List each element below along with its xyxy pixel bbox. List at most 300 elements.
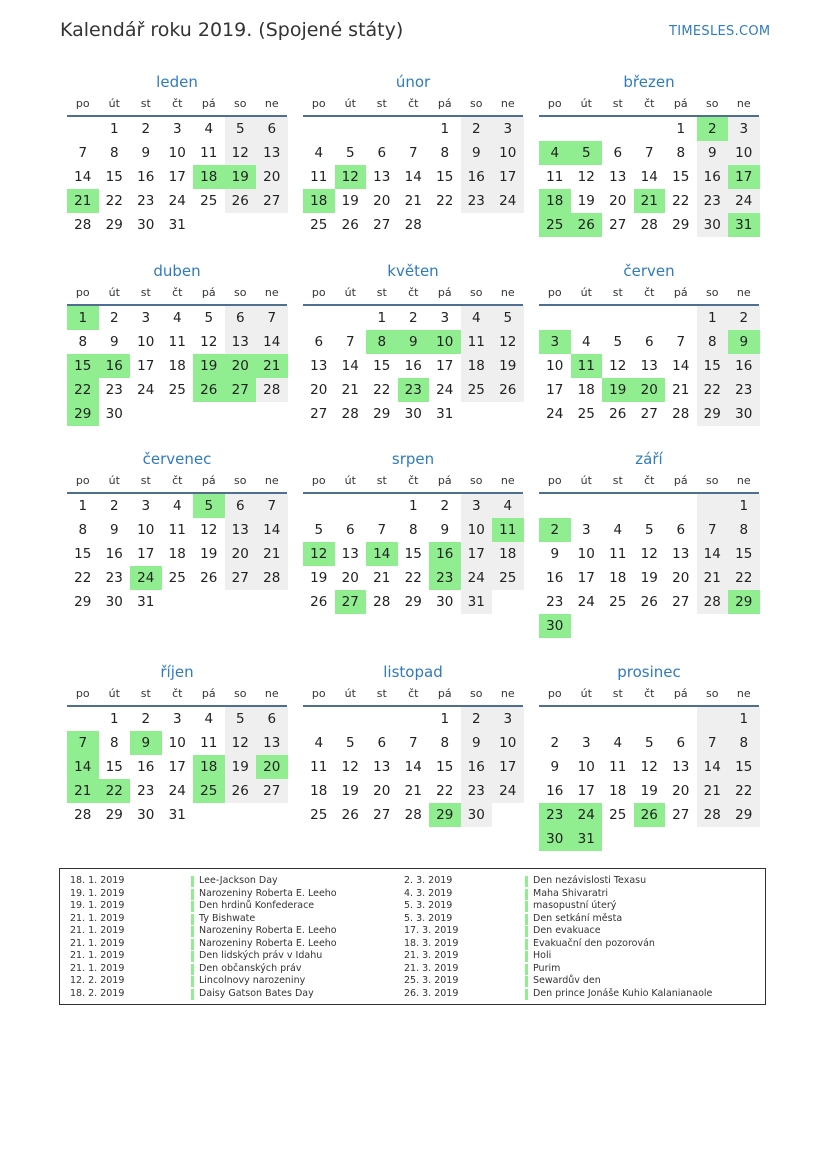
day-cell: 6 [345,522,355,538]
holiday-day-cell: 14 [67,755,99,779]
holiday-name: Maha Shivaratri [533,887,609,899]
holiday-day-cell: 4 [539,141,571,165]
day-grid [303,707,523,827]
day-cell: 2 [141,121,151,137]
day-cell: 13 [672,759,690,775]
weekday-header-row [539,683,759,707]
day-cell: 16 [461,165,493,189]
empty-day-cell [335,707,367,731]
month-prosinec [539,661,759,851]
weekday-header: út [580,97,592,110]
day-cell: 20 [373,193,391,209]
day-cell: 9 [461,731,493,755]
day-cell: 13 [640,358,658,374]
day-cell: 24 [577,594,595,610]
holiday-date: 19. 1. 2019 [70,900,125,911]
day-cell: 11 [200,735,218,751]
holiday-day-cell: 1 [67,306,99,330]
weekday-header: út [344,286,356,299]
weekday-header: pá [437,687,452,700]
day-cell: 30 [436,594,454,610]
day-cell: 11 [461,330,493,354]
holiday-day-cell: 18 [539,189,571,213]
day-cell: 1 [109,711,119,727]
day-cell: 21 [404,783,422,799]
day-cell: 31 [168,217,186,233]
day-cell: 30 [461,803,493,827]
day-cell: 6 [377,145,387,161]
empty-day-cell [366,707,398,731]
holiday-date: 18. 2. 2019 [70,987,125,999]
day-cell: 26 [640,594,658,610]
day-cell: 9 [697,141,729,165]
weekday-header: čt [408,286,419,299]
day-cell: 4 [581,334,591,350]
weekday-header-row [539,93,759,117]
weekday-header-row [539,470,759,494]
day-cell: 8 [440,735,450,751]
day-cell: 5 [345,735,355,751]
day-cell: 8 [109,145,119,161]
day-cell: 7 [644,145,654,161]
holiday-name: Den hrdinů Konfederace [199,900,315,911]
weekday-header: ne [500,97,515,110]
weekday-header: po [75,97,90,110]
empty-day-cell [634,494,666,518]
day-cell: 31 [137,594,155,610]
day-cell: 24 [461,566,493,590]
day-cell: 26 [225,189,257,213]
holiday-day-cell: 24 [130,566,162,590]
day-cell: 13 [256,731,288,755]
holiday-name: Narozeniny Roberta E. Leeho [199,937,337,949]
day-cell: 21 [404,193,422,209]
holiday-day-cell: 22 [67,378,99,402]
day-cell: 16 [728,354,760,378]
day-cell: 3 [581,522,591,538]
day-cell: 10 [492,731,524,755]
day-cell: 12 [640,546,658,562]
holiday-marker [525,989,528,1000]
day-cell: 17 [577,783,595,799]
day-cell: 21 [341,382,359,398]
empty-day-cell [602,117,634,141]
holiday-marker [525,889,528,900]
day-cell: 2 [728,306,760,330]
empty-day-cell [665,306,697,330]
month-name: listopad [383,663,443,681]
day-cell: 2 [550,735,560,751]
day-cell: 24 [728,189,760,213]
day-cell: 27 [310,406,328,422]
holiday-name: Lincolnovy narozeniny [199,975,306,986]
day-cell: 11 [310,759,328,775]
weekday-header: út [108,474,120,487]
day-cell: 10 [577,759,595,775]
day-cell: 13 [310,358,328,374]
weekday-header: so [234,474,247,487]
holiday-day-cell: 20 [634,378,666,402]
holiday-day-cell: 14 [366,542,398,566]
day-cell: 27 [373,807,391,823]
day-cell: 10 [137,334,155,350]
day-cell: 22 [728,566,760,590]
empty-day-cell [602,494,634,518]
day-cell: 22 [728,779,760,803]
day-grid [539,494,759,638]
holiday-day-cell: 25 [539,213,571,237]
weekday-header: ne [264,687,279,700]
day-cell: 10 [461,518,493,542]
holiday-day-cell: 30 [539,614,571,638]
holiday-name: Den lidských práv v Idahu [199,950,323,961]
day-cell: 4 [461,306,493,330]
holiday-date: 18. 3. 2019 [404,937,459,949]
day-cell: 6 [256,707,288,731]
weekday-header: so [470,474,483,487]
weekday-header: pá [673,687,688,700]
weekday-header: so [234,286,247,299]
holiday-day-cell: 31 [728,213,760,237]
day-cell: 17 [137,546,155,562]
site-logo-text[interactable]: TIMESLES.COM [669,24,771,39]
holiday-marker [525,876,528,887]
day-cell: 29 [373,406,391,422]
day-grid [67,306,287,426]
day-cell: 6 [377,735,387,751]
weekday-header: po [75,687,90,700]
day-cell: 22 [74,570,92,586]
day-cell: 20 [609,193,627,209]
day-cell: 13 [225,330,257,354]
empty-day-cell [67,707,99,731]
day-cell: 19 [341,783,359,799]
day-cell: 25 [492,566,524,590]
day-cell: 23 [546,594,564,610]
day-cell: 11 [609,546,627,562]
day-cell: 20 [373,783,391,799]
day-cell: 14 [256,518,288,542]
holiday-date: 18. 1. 2019 [70,875,125,886]
holiday-date: 19. 1. 2019 [70,887,125,899]
day-cell: 2 [461,707,493,731]
day-cell: 22 [105,193,123,209]
day-cell: 29 [74,594,92,610]
holiday-day-cell: 16 [99,354,131,378]
day-cell: 1 [109,121,119,137]
weekday-header: so [470,97,483,110]
holiday-marker [191,926,194,937]
day-cell: 18 [310,783,328,799]
holiday-date: 21. 3. 2019 [404,962,459,974]
day-cell: 14 [341,358,359,374]
empty-day-cell [634,306,666,330]
day-cell: 18 [168,546,186,562]
holiday-day-cell: 7 [67,731,99,755]
holiday-date: 2. 3. 2019 [404,875,453,886]
day-cell: 19 [225,755,257,779]
holiday-day-cell: 11 [492,518,524,542]
holiday-name: Lee-Jackson Day [199,875,278,886]
day-cell: 8 [728,518,760,542]
day-cell: 14 [640,169,658,185]
day-cell: 30 [728,402,760,426]
holiday-day-cell: 21 [256,354,288,378]
day-cell: 4 [172,498,182,514]
holiday-marker [525,914,528,925]
day-cell: 9 [141,145,151,161]
day-cell: 10 [577,546,595,562]
day-cell: 11 [609,759,627,775]
day-cell: 28 [404,807,422,823]
day-cell: 5 [492,306,524,330]
day-cell: 15 [74,546,92,562]
weekday-header-row [303,93,523,117]
day-cell: 30 [137,217,155,233]
weekday-header: so [706,687,719,700]
holiday-marker [191,989,194,1000]
holiday-name: Sewardův den [533,975,601,986]
holiday-day-cell: 29 [728,590,760,614]
holiday-day-cell: 18 [193,755,225,779]
empty-day-cell [303,306,335,330]
day-cell: 7 [78,145,88,161]
day-cell: 4 [314,735,324,751]
day-cell: 26 [609,406,627,422]
day-cell: 16 [697,165,729,189]
month-červenec [67,448,287,614]
day-cell: 3 [141,310,151,326]
weekday-header-row [67,470,287,494]
day-cell: 20 [672,783,690,799]
day-cell: 6 [225,494,257,518]
day-cell: 3 [172,121,182,137]
day-cell: 16 [105,546,123,562]
holiday-list [59,868,766,1005]
holiday-name: Den setkání města [533,912,623,924]
holiday-marker [525,939,528,950]
day-cell: 2 [461,117,493,141]
day-cell: 9 [550,759,560,775]
day-cell: 28 [256,378,288,402]
day-cell: 25 [310,807,328,823]
day-cell: 1 [377,310,387,326]
holiday-day-cell: 3 [539,330,571,354]
day-cell: 14 [404,169,422,185]
holiday-date: 17. 3. 2019 [404,925,459,936]
day-cell: 11 [168,334,186,350]
day-cell: 21 [697,779,729,803]
month-únor [303,71,523,237]
holiday-day-cell: 15 [67,354,99,378]
day-cell: 20 [310,382,328,398]
day-cell: 22 [373,382,391,398]
weekday-header: čt [408,687,419,700]
weekday-header: út [344,97,356,110]
day-cell: 7 [345,334,355,350]
holiday-day-cell: 12 [335,165,367,189]
empty-day-cell [634,117,666,141]
day-cell: 25 [577,406,595,422]
holiday-day-cell: 18 [303,189,335,213]
day-cell: 1 [728,494,760,518]
day-cell: 12 [577,169,595,185]
empty-day-cell [366,117,398,141]
holiday-name: masopustní úterý [533,900,617,911]
holiday-marker [191,876,194,887]
empty-day-cell [303,117,335,141]
holiday-day-cell: 27 [335,590,367,614]
holiday-day-cell: 8 [366,330,398,354]
day-cell: 21 [256,542,288,566]
month-listopad [303,661,523,827]
day-cell: 6 [314,334,324,350]
day-cell: 7 [256,494,288,518]
day-cell: 23 [137,193,155,209]
day-cell: 26 [225,779,257,803]
empty-day-cell [697,494,729,518]
day-cell: 29 [697,402,729,426]
holiday-name: Evakuační den pozorován [533,937,655,949]
day-cell: 3 [461,494,493,518]
holiday-day-cell: 21 [634,189,666,213]
day-cell: 7 [408,735,418,751]
weekday-header-row [303,683,523,707]
day-grid [539,117,759,237]
day-cell: 14 [672,358,690,374]
day-cell: 12 [200,522,218,538]
day-cell: 12 [492,330,524,354]
day-grid [303,306,523,426]
weekday-header: st [376,97,387,110]
day-grid [303,117,523,237]
weekday-header: ne [500,286,515,299]
day-cell: 28 [373,594,391,610]
day-grid [67,494,287,614]
day-cell: 24 [137,382,155,398]
day-cell: 30 [697,213,729,237]
month-červen [539,260,759,426]
day-cell: 29 [105,807,123,823]
weekday-header-row [539,282,759,306]
empty-day-cell [398,707,430,731]
day-cell: 24 [436,382,454,398]
day-cell: 5 [225,707,257,731]
holiday-name: Den nezávislosti Texasu [533,875,647,886]
weekday-header: pá [673,474,688,487]
holiday-date: 5. 3. 2019 [404,912,453,924]
weekday-header-row [303,282,523,306]
weekday-header: út [344,474,356,487]
day-cell: 25 [310,217,328,233]
day-cell: 8 [676,145,686,161]
month-name: květen [387,262,439,280]
day-cell: 10 [137,522,155,538]
holiday-day-cell: 18 [193,165,225,189]
day-cell: 6 [644,334,654,350]
day-cell: 13 [609,169,627,185]
holiday-date: 5. 3. 2019 [404,900,453,911]
day-cell: 15 [728,542,760,566]
holiday-day-cell: 20 [256,755,288,779]
day-cell: 6 [613,145,623,161]
empty-day-cell [335,494,367,518]
day-cell: 12 [225,731,257,755]
day-cell: 8 [78,334,88,350]
holiday-day-cell: 27 [225,378,257,402]
day-cell: 18 [577,382,595,398]
day-cell: 28 [74,807,92,823]
day-cell: 15 [105,169,123,185]
day-cell: 15 [728,755,760,779]
weekday-header: čt [408,97,419,110]
holiday-name: Narozeniny Roberta E. Leeho [199,887,337,899]
day-cell: 25 [168,382,186,398]
weekday-header: so [234,687,247,700]
day-cell: 1 [440,121,450,137]
holiday-name: Narozeniny Roberta E. Leeho [199,925,337,936]
day-cell: 30 [137,807,155,823]
day-cell: 5 [644,522,654,538]
day-cell: 17 [546,382,564,398]
day-cell: 23 [461,779,493,803]
holiday-marker [191,914,194,925]
weekday-header: čt [644,97,655,110]
holiday-day-cell: 19 [225,165,257,189]
weekday-header: st [140,97,151,110]
day-cell: 3 [492,707,524,731]
empty-day-cell [539,117,571,141]
day-cell: 28 [640,217,658,233]
day-cell: 4 [204,711,214,727]
holiday-day-cell: 2 [539,518,571,542]
weekday-header: ne [736,286,751,299]
holiday-name: Holi [533,950,552,961]
holiday-marker [191,939,194,950]
weekday-header: so [470,286,483,299]
day-cell: 4 [492,494,524,518]
day-cell: 15 [436,759,454,775]
holiday-marker [191,889,194,900]
day-cell: 19 [577,193,595,209]
day-cell: 7 [697,518,729,542]
weekday-header: ne [500,474,515,487]
day-cell: 8 [440,145,450,161]
holiday-day-cell: 25 [193,779,225,803]
day-cell: 16 [546,783,564,799]
day-cell: 19 [492,354,524,378]
weekday-header: út [344,687,356,700]
day-cell: 5 [644,735,654,751]
day-cell: 18 [609,570,627,586]
weekday-header: pá [437,97,452,110]
holiday-date: 12. 2. 2019 [70,975,125,986]
day-cell: 23 [105,382,123,398]
month-name: červen [623,262,675,280]
weekday-header: pá [437,474,452,487]
holiday-day-cell: 9 [130,731,162,755]
empty-day-cell [539,494,571,518]
day-cell: 12 [200,334,218,350]
weekday-header-row [67,282,287,306]
weekday-header: st [612,97,623,110]
weekday-header: ne [736,474,751,487]
day-cell: 5 [613,334,623,350]
day-cell: 27 [225,566,257,590]
day-cell: 17 [168,169,186,185]
weekday-header: út [108,97,120,110]
day-cell: 20 [256,165,288,189]
